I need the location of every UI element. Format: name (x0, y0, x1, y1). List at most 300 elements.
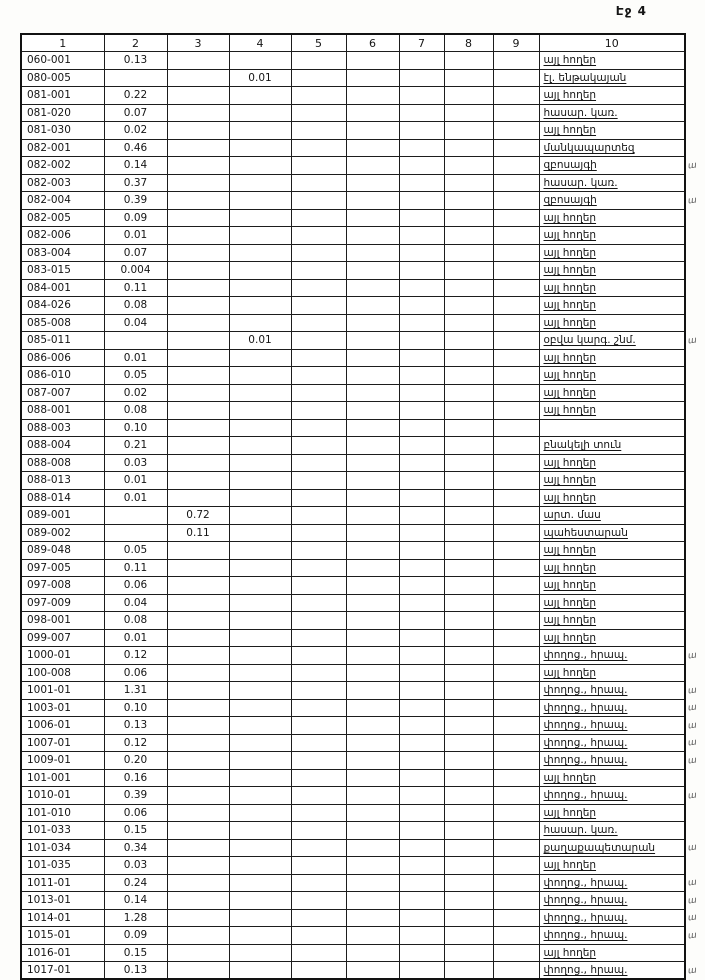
cell-col5 (291, 612, 346, 630)
cell-area-col4 (229, 314, 291, 332)
cell-area-col3 (167, 629, 229, 647)
cell-col8 (444, 157, 493, 175)
land-use-text: այլ հողեր (543, 281, 597, 294)
cell-col5 (291, 489, 346, 507)
cell-code: 088-003 (21, 419, 104, 437)
cell-col5 (291, 629, 346, 647)
cell-code: 085-008 (21, 314, 104, 332)
cell-col5 (291, 384, 346, 402)
cell-code: 082-006 (21, 227, 104, 245)
cell-col7 (399, 664, 444, 682)
cell-land-use (539, 69, 685, 87)
cell-code: 1007-01 (21, 734, 104, 752)
land-use-text: այլ հողեր (543, 54, 597, 67)
cell-land-use (539, 822, 685, 840)
cell-col6 (346, 559, 399, 577)
cell-area-col4 (229, 174, 291, 192)
handwritten-margin-mark: ա (687, 720, 698, 731)
cell-col5 (291, 314, 346, 332)
cell-col5 (291, 857, 346, 875)
cell-col9 (493, 717, 539, 735)
cell-col5 (291, 174, 346, 192)
handwritten-margin-mark: ա (687, 965, 698, 976)
cell-col8 (444, 384, 493, 402)
cell-land-use (539, 472, 685, 490)
cell-col6 (346, 944, 399, 962)
cell-land-use (539, 892, 685, 910)
cell-col5 (291, 122, 346, 140)
cell-col5 (291, 402, 346, 420)
cell-col5 (291, 699, 346, 717)
cell-code: 1017-01 (21, 962, 104, 980)
cell-area-col2: 0.09 (104, 209, 167, 227)
cell-col9 (493, 839, 539, 857)
land-use-text: հասար. կառ. (543, 176, 618, 189)
cell-col6 (346, 629, 399, 647)
cell-area-col2: 0.08 (104, 297, 167, 315)
cell-code: 081-001 (21, 87, 104, 105)
cell-area-col4 (229, 682, 291, 700)
table-row (21, 769, 685, 787)
table-row (21, 787, 685, 805)
land-use-text: այլ հողեր (543, 491, 597, 504)
cell-col8 (444, 52, 493, 70)
handwritten-margin-mark: ա (687, 912, 698, 924)
cell-area-col2: 0.01 (104, 489, 167, 507)
cell-col5 (291, 752, 346, 770)
cell-col5 (291, 909, 346, 927)
cell-area-col3 (167, 489, 229, 507)
cell-code: 101-035 (21, 857, 104, 875)
cell-area-col4 (229, 227, 291, 245)
land-use-text: այլ հողեր (543, 404, 597, 417)
table-row (21, 349, 685, 367)
cell-area-col3 (167, 192, 229, 210)
cell-land-use (539, 104, 685, 122)
cell-area-col4 (229, 892, 291, 910)
land-use-text: այլ հողեր (543, 859, 597, 872)
land-use-text: այլ հողեր (543, 579, 597, 592)
cell-col6 (346, 367, 399, 385)
table-row (21, 419, 685, 437)
table-row (21, 87, 685, 105)
cell-code: 088-013 (21, 472, 104, 490)
column-header-7: 7 (399, 34, 444, 52)
cell-col5 (291, 332, 346, 350)
cell-area-col2: 0.22 (104, 87, 167, 105)
table-row (21, 157, 685, 175)
cell-area-col3: 0.11 (167, 524, 229, 542)
cell-col5 (291, 594, 346, 612)
land-use-text: բնակելի տուն (543, 439, 622, 452)
column-header-9: 9 (493, 34, 539, 52)
cell-col9 (493, 244, 539, 262)
cell-area-col2: 0.15 (104, 944, 167, 962)
cell-col9 (493, 892, 539, 910)
cell-col5 (291, 874, 346, 892)
cell-code: 1016-01 (21, 944, 104, 962)
land-use-text: այլ հողեր (543, 806, 597, 819)
cell-area-col2: 0.39 (104, 787, 167, 805)
cell-area-col4 (229, 192, 291, 210)
cell-area-col4 (229, 279, 291, 297)
cell-col7 (399, 104, 444, 122)
cell-area-col3 (167, 227, 229, 245)
cell-col5 (291, 437, 346, 455)
cell-land-use (539, 192, 685, 210)
cell-land-use (539, 612, 685, 630)
cell-col7 (399, 752, 444, 770)
cell-col5 (291, 52, 346, 70)
cell-code: 1006-01 (21, 717, 104, 735)
cell-col5 (291, 542, 346, 560)
handwritten-margin-mark: ա (687, 650, 698, 661)
cell-area-col4 (229, 577, 291, 595)
cell-col9 (493, 437, 539, 455)
cell-area-col3 (167, 279, 229, 297)
cell-land-use (539, 437, 685, 455)
cell-area-col2: 0.46 (104, 139, 167, 157)
cell-area-col3 (167, 717, 229, 735)
cell-area-col4 (229, 944, 291, 962)
cell-col9 (493, 647, 539, 665)
cell-area-col3 (167, 87, 229, 105)
cell-col5 (291, 682, 346, 700)
cell-col5 (291, 769, 346, 787)
cell-area-col3 (167, 209, 229, 227)
cell-land-use (539, 279, 685, 297)
cell-area-col3 (167, 52, 229, 70)
cell-col7 (399, 857, 444, 875)
cell-code: 082-002 (21, 157, 104, 175)
cell-col7 (399, 227, 444, 245)
cell-col9 (493, 594, 539, 612)
cell-col7 (399, 717, 444, 735)
cell-col7 (399, 314, 444, 332)
cell-land-use (539, 717, 685, 735)
table-row (21, 472, 685, 490)
cell-area-col2: 0.05 (104, 542, 167, 560)
cell-area-col3 (167, 822, 229, 840)
cell-area-col4 (229, 524, 291, 542)
cell-col9 (493, 944, 539, 962)
cell-col8 (444, 647, 493, 665)
cell-col9 (493, 174, 539, 192)
cell-code: 083-004 (21, 244, 104, 262)
handwritten-margin-mark: ա (687, 877, 698, 889)
cell-col7 (399, 804, 444, 822)
cell-land-use (539, 839, 685, 857)
land-use-text: զբոսայգի (543, 159, 597, 172)
column-header-5: 5 (291, 34, 346, 52)
cell-col6 (346, 472, 399, 490)
table-row (21, 927, 685, 945)
cell-col9 (493, 297, 539, 315)
cell-land-use (539, 524, 685, 542)
cell-col6 (346, 69, 399, 87)
cell-col7 (399, 962, 444, 980)
cell-col9 (493, 577, 539, 595)
cell-col6 (346, 192, 399, 210)
cell-col6 (346, 174, 399, 192)
cell-col8 (444, 822, 493, 840)
cell-area-col4 (229, 297, 291, 315)
cell-code: 089-001 (21, 507, 104, 525)
cell-area-col4 (229, 542, 291, 560)
land-use-text: էլ. ենթակայան (543, 71, 627, 84)
cell-col5 (291, 507, 346, 525)
cell-area-col4 (229, 647, 291, 665)
land-use-text: այլ հողեր (543, 89, 597, 102)
cell-land-use (539, 209, 685, 227)
cell-col9 (493, 332, 539, 350)
cell-code: 089-048 (21, 542, 104, 560)
cell-area-col2: 0.11 (104, 559, 167, 577)
cell-col9 (493, 507, 539, 525)
header-row (21, 34, 685, 52)
cell-col8 (444, 874, 493, 892)
cell-col6 (346, 857, 399, 875)
land-use-text: օբվա կարգ. շնմ. (543, 334, 636, 347)
cell-col6 (346, 209, 399, 227)
table-row (21, 489, 685, 507)
cell-area-col3 (167, 542, 229, 560)
cell-col7 (399, 69, 444, 87)
cell-col6 (346, 297, 399, 315)
cell-area-col4 (229, 822, 291, 840)
table-row (21, 944, 685, 962)
cell-col6 (346, 489, 399, 507)
cell-land-use (539, 594, 685, 612)
cell-area-col2: 0.34 (104, 839, 167, 857)
cell-area-col3 (167, 839, 229, 857)
cell-col8 (444, 87, 493, 105)
cell-area-col3 (167, 962, 229, 980)
cell-area-col3 (167, 787, 229, 805)
cell-col9 (493, 874, 539, 892)
land-use-text: փողոց., հրապ. (543, 649, 628, 662)
cell-area-col2 (104, 524, 167, 542)
cell-area-col2: 0.20 (104, 752, 167, 770)
cell-code: 101-033 (21, 822, 104, 840)
cell-col9 (493, 52, 539, 70)
cell-col6 (346, 437, 399, 455)
table-row (21, 962, 685, 980)
cell-land-use (539, 647, 685, 665)
cell-col9 (493, 769, 539, 787)
table-row (21, 647, 685, 665)
cell-col6 (346, 139, 399, 157)
cell-area-col3 (167, 577, 229, 595)
column-header-1: 1 (21, 34, 104, 52)
cell-col9 (493, 559, 539, 577)
cell-area-col4 (229, 804, 291, 822)
cell-land-use (539, 699, 685, 717)
cell-area-col4 (229, 857, 291, 875)
cell-col9 (493, 734, 539, 752)
cell-col7 (399, 244, 444, 262)
cell-col6 (346, 962, 399, 980)
cell-land-use (539, 454, 685, 472)
cell-area-col2: 0.01 (104, 349, 167, 367)
cell-area-col2: 0.06 (104, 664, 167, 682)
cell-col8 (444, 699, 493, 717)
cell-area-col3 (167, 419, 229, 437)
table-row (21, 857, 685, 875)
cell-area-col2: 0.06 (104, 804, 167, 822)
land-use-text: պահեստարան (543, 526, 628, 539)
cell-col5 (291, 927, 346, 945)
cell-area-col3 (167, 664, 229, 682)
cell-col5 (291, 647, 346, 665)
cell-col7 (399, 507, 444, 525)
cell-area-col4 (229, 489, 291, 507)
cell-area-col2 (104, 69, 167, 87)
cell-land-use (539, 804, 685, 822)
cell-col7 (399, 927, 444, 945)
cell-col7 (399, 332, 444, 350)
cell-col7 (399, 682, 444, 700)
cell-area-col4 (229, 839, 291, 857)
cell-col9 (493, 314, 539, 332)
cell-col7 (399, 367, 444, 385)
table-row (21, 629, 685, 647)
cell-area-col4 (229, 52, 291, 70)
table-row (21, 734, 685, 752)
table-row (21, 577, 685, 595)
cell-land-use (539, 752, 685, 770)
land-use-text: այլ հողեր (543, 229, 597, 242)
cell-col7 (399, 139, 444, 157)
land-use-text: այլ հողեր (543, 369, 597, 382)
cell-col7 (399, 839, 444, 857)
cell-col6 (346, 909, 399, 927)
table-row (21, 752, 685, 770)
cell-col7 (399, 524, 444, 542)
cell-col6 (346, 699, 399, 717)
column-header-2: 2 (104, 34, 167, 52)
cell-col9 (493, 927, 539, 945)
table-row (21, 52, 685, 70)
cell-area-col4 (229, 699, 291, 717)
cell-col9 (493, 87, 539, 105)
cell-col7 (399, 892, 444, 910)
cell-area-col3 (167, 349, 229, 367)
cell-col5 (291, 69, 346, 87)
cell-col9 (493, 402, 539, 420)
cell-code: 1003-01 (21, 699, 104, 717)
cell-land-use (539, 174, 685, 192)
cell-col9 (493, 787, 539, 805)
cell-land-use (539, 682, 685, 700)
handwritten-margin-mark: ա (687, 930, 698, 941)
cell-col6 (346, 769, 399, 787)
cell-area-col4 (229, 157, 291, 175)
cell-code: 1000-01 (21, 647, 104, 665)
cell-col6 (346, 787, 399, 805)
table-row (21, 507, 685, 525)
cell-area-col3 (167, 769, 229, 787)
cell-col8 (444, 927, 493, 945)
cell-area-col2: 0.13 (104, 962, 167, 980)
cell-col6 (346, 332, 399, 350)
cell-col5 (291, 822, 346, 840)
cell-col7 (399, 909, 444, 927)
cell-land-use (539, 489, 685, 507)
cell-code: 084-026 (21, 297, 104, 315)
cell-col5 (291, 892, 346, 910)
cell-code: 084-001 (21, 279, 104, 297)
cell-col6 (346, 752, 399, 770)
cell-col7 (399, 349, 444, 367)
cell-col9 (493, 349, 539, 367)
table-row (21, 122, 685, 140)
cell-land-use (539, 629, 685, 647)
cell-area-col3 (167, 472, 229, 490)
cell-code: 088-014 (21, 489, 104, 507)
cell-col8 (444, 612, 493, 630)
handwritten-margin-mark: ա (687, 335, 698, 346)
cell-area-col4 (229, 507, 291, 525)
handwritten-margin-mark: ա (687, 895, 698, 906)
cell-col6 (346, 804, 399, 822)
table-row (21, 822, 685, 840)
cell-area-col4 (229, 752, 291, 770)
cell-col6 (346, 577, 399, 595)
cell-col8 (444, 367, 493, 385)
cell-col9 (493, 542, 539, 560)
cell-col9 (493, 69, 539, 87)
cell-area-col2 (104, 332, 167, 350)
handwritten-margin-mark: ա (687, 195, 698, 206)
cell-col6 (346, 227, 399, 245)
cell-area-col4 (229, 734, 291, 752)
cell-col6 (346, 507, 399, 525)
cell-col6 (346, 122, 399, 140)
handwritten-margin-mark: ա (687, 685, 698, 696)
cell-col5 (291, 139, 346, 157)
cell-col8 (444, 174, 493, 192)
cell-land-use (539, 577, 685, 595)
land-use-text: զբոսայգի (543, 194, 597, 207)
cell-code: 085-011 (21, 332, 104, 350)
cell-col9 (493, 699, 539, 717)
cell-code: 097-005 (21, 559, 104, 577)
column-header-6: 6 (346, 34, 399, 52)
cell-col5 (291, 227, 346, 245)
cell-col7 (399, 647, 444, 665)
table-row (21, 262, 685, 280)
table-row (21, 437, 685, 455)
cell-col6 (346, 314, 399, 332)
cell-col7 (399, 874, 444, 892)
table-row (21, 699, 685, 717)
table-row (21, 559, 685, 577)
cell-area-col3 (167, 857, 229, 875)
cell-col5 (291, 717, 346, 735)
land-use-text: փողոց., հրապ. (543, 789, 628, 802)
cell-area-col3 (167, 384, 229, 402)
land-use-text: փողոց., հրապ. (543, 964, 628, 976)
table-row (21, 874, 685, 892)
land-use-text: այլ հողեր (543, 596, 597, 609)
cell-col6 (346, 594, 399, 612)
cell-code: 101-001 (21, 769, 104, 787)
cell-land-use (539, 52, 685, 70)
table-row (21, 909, 685, 927)
cell-col5 (291, 944, 346, 962)
cell-col5 (291, 244, 346, 262)
